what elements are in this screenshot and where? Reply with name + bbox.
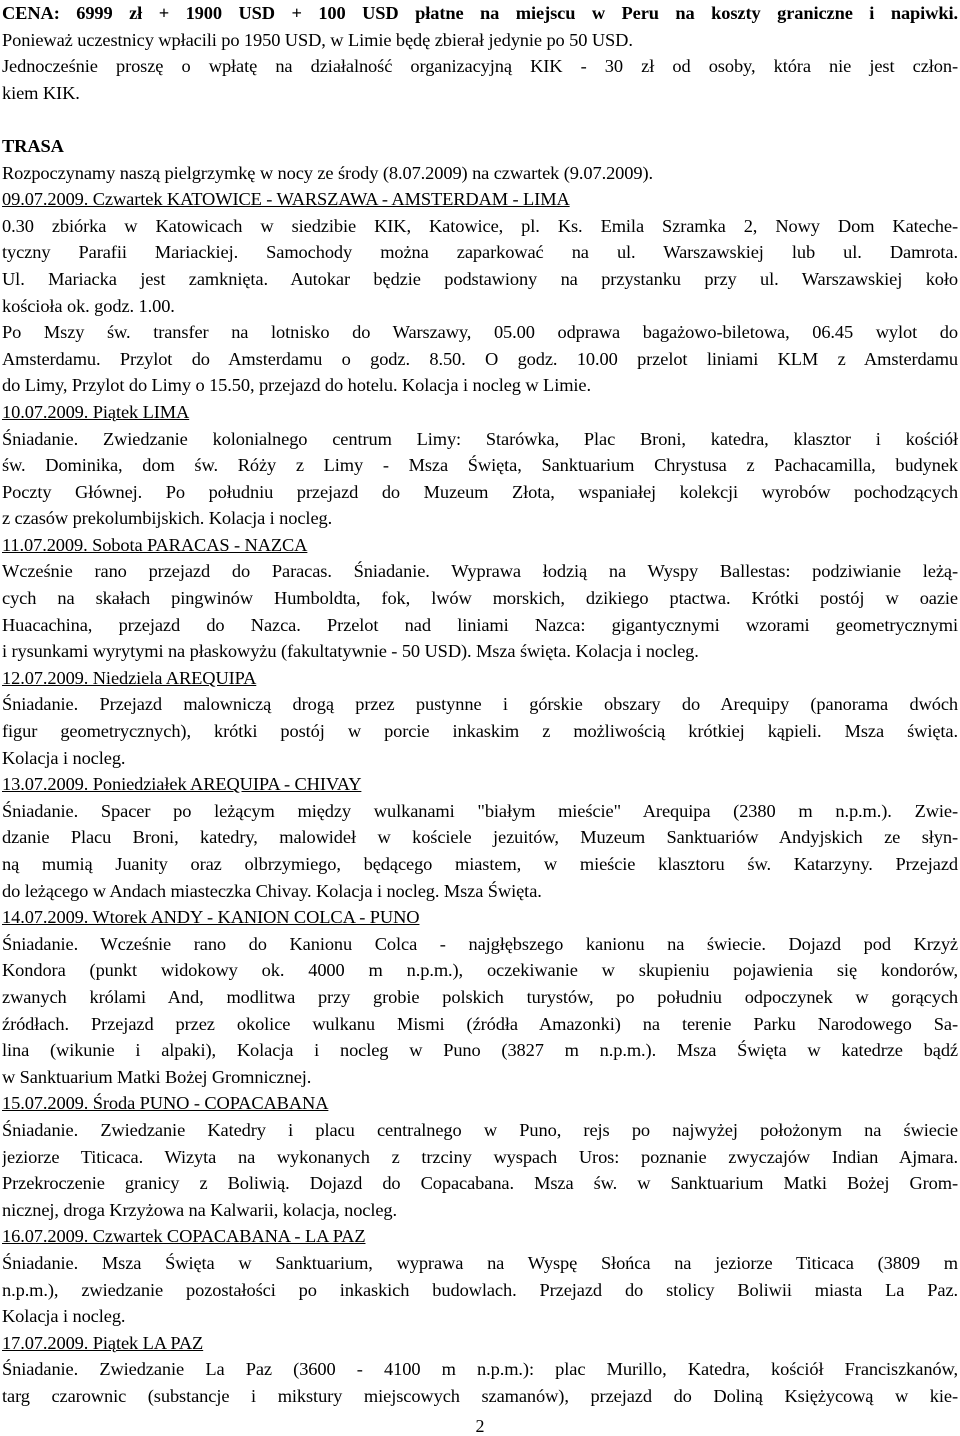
text-line: tyczny Parafii Mariackiej. Samochody można zaparkować na ul. Warszawskiej lub ul. Damrota. — [2, 242, 958, 263]
text-line: Kolacja i nocleg. — [2, 747, 126, 768]
text-line: Huacachina, przejazd do Nazca. Przelot nad liniami Nazca: gigantycznymi wzorami geometrycznymi — [2, 614, 958, 635]
text-line: Wcześnie rano przejazd do Paracas. Śniadanie. Wyprawa łodzią na Wyspy Ballestas: podziwianie leżą- — [2, 561, 958, 582]
text-line: 0.30 zbiórka w Katowicach w siedzibie KIK, Katowice, pl. Ks. Emila Szramka 2, Nowy Dom Kateche- — [2, 215, 958, 236]
bold-line: CENA: 6999 zł + 1900 USD + 100 USD płatne na miejscu w Peru na koszty graniczne i napiwki. — [2, 3, 958, 23]
text-line: Ponieważ uczestnicy wpłacili po 1950 USD, w Limie będę zbierał jedynie po 50 USD. — [2, 29, 633, 50]
text-line: Śniadanie. Msza Święta w Sanktuarium, wyprawa na Wyspę Słońca na jeziorze Titicaca (3809 m — [2, 1252, 958, 1273]
text-line: Śniadanie. Zwiedzanie Katedry i placu centralnego w Puno, rejs po najwyżej położonym na świecie — [2, 1119, 958, 1140]
day-heading: 16.07.2009. Czwartek COPACABANA - LA PAZ — [2, 1226, 366, 1247]
text-line: Przekroczenie granicy z Boliwią. Dojazd do Copacabana. Msza św. w Sanktuarium Matki Bożej Grom- — [2, 1173, 958, 1194]
text-line: n.p.m.), zwiedzanie pozostałości po inkaskich budowlach. Przejazd do stolicy Boliwii miasta La Paz. — [2, 1279, 958, 1300]
text-line: Amsterdamu. Przylot do Amsterdamu o godz. 8.50. O godz. 10.00 przelot liniami KLM z Amsterdamu — [2, 348, 958, 369]
page-number: 2 — [475, 1416, 485, 1436]
day-heading: 12.07.2009. Niedziela AREQUIPA — [2, 667, 257, 688]
text-line: źródłach. Przejazd przez okolice wulkanu Mismi (źródła Amazonki) na terenie Parku Narodowego Sa- — [2, 1013, 958, 1034]
text-line — [2, 106, 958, 133]
text-line: św. Dominika, dom św. Róży z Limy - Msza Święta, Sanktuarium Chrystusa z Pachacamilla, budynek — [2, 455, 958, 476]
day-heading: 11.07.2009. Sobota PARACAS - NAZCA — [2, 534, 308, 555]
text-line: Śniadanie. Zwiedzanie La Paz (3600 - 4100 m n.p.m.): plac Murillo, Katedra, kościół Franciszkanów, — [2, 1359, 958, 1380]
text-line: Jednocześnie proszę o wpłatę na działalność organizacyjną KIK - 30 zł od osoby, która nie jest człon- — [2, 56, 958, 77]
text-line: do Limy, Przylot do Limy o 15.50, przejazd do hotelu. Kolacja i nocleg w Limie. — [2, 375, 591, 396]
day-heading: 09.07.2009. Czwartek KATOWICE - WARSZAWA - AMSTERDAM - LIMA — [2, 189, 570, 210]
text-line: kiem KIK. — [2, 82, 80, 103]
text-line: dzanie Placu Broni, katedry, malowideł w kościele jezuitów, Muzeum Sanktuariów Andyjskich ze słyn- — [2, 827, 958, 848]
text-line: Śniadanie. Spacer po leżącym między wulkanami "białym mieście" Arequipa (2380 m n.p.m.). Zwie- — [2, 800, 958, 821]
text-line: zwanych królami And, modlitwa przy grobie polskich turystów, po południu odpoczynek w gorących — [2, 986, 958, 1007]
text-line: lina (wikunie i alpaki), Kolacja i nocleg w Puno (3827 m n.p.m.). Msza Święta w katedrze bądź — [2, 1040, 958, 1061]
text-line: Rozpoczynamy naszą pielgrzymkę w nocy ze środy (8.07.2009) na czwartek (9.07.2009). — [2, 162, 653, 183]
day-heading: 13.07.2009. Poniedziałek AREQUIPA - CHIVAY — [2, 774, 362, 795]
day-heading: 17.07.2009. Piątek LA PAZ — [2, 1332, 204, 1353]
text-line: z czasów prekolumbijskich. Kolacja i nocleg. — [2, 508, 333, 529]
document-body — [2, 0, 958, 1409]
day-heading: 14.07.2009. Wtorek ANDY - KANION COLCA - PUNO — [2, 907, 420, 928]
text-line: cych na skałach pingwinów Humboldta, fok, lwów morskich, dzikiego ptactwa. Krótki postój w oazie — [2, 588, 958, 609]
day-heading: 15.07.2009. Środa PUNO - COPACABANA — [2, 1093, 329, 1114]
text-line: Śniadanie. Wcześnie rano do Kanionu Colca - najgłębszego kanionu na świecie. Dojazd pod Krzyż — [2, 933, 958, 954]
text-line: Po Mszy św. transfer na lotnisko do Warszawy, 05.00 odprawa bagażowo-biletowa, 06.45 wylot do — [2, 322, 958, 343]
text-line: Poczty Głównej. Po południu przejazd do Muzeum Złota, wspaniałej kolekcji wyrobów pochodzących — [2, 481, 958, 502]
day-heading: 10.07.2009. Piątek LIMA — [2, 401, 190, 422]
text-line: Śniadanie. Zwiedzanie kolonialnego centrum Limy: Starówka, Plac Broni, katedra, klasztor i kościół — [2, 428, 958, 449]
text-line: Kondora (punkt widokowy ok. 4000 m n.p.m.), oczekiwanie w skupieniu pojawienia się kondorów, — [2, 960, 958, 981]
text-line: kościoła ok. godz. 1.00. — [2, 295, 175, 316]
text-line: figur geometrycznych), krótki postój w porcie inkaskim z możliwością krótkiej kąpieli. Msza święta. — [2, 721, 958, 742]
text-line: w Sanktuarium Matki Bożej Gromnicznej. — [2, 1066, 312, 1087]
text-line: i rysunkami wyrytymi na płaskowyżu (fakultatywnie - 50 USD). Msza święta. Kolacja i nocleg. — [2, 641, 699, 662]
text-line: Ul. Mariacka jest zamknięta. Autokar będzie podstawiony na przystanku przy ul. Warszawskiej koło — [2, 268, 958, 289]
text-line: do leżącego w Andach miasteczka Chivay. Kolacja i nocleg. Msza Święta. — [2, 880, 542, 901]
text-line: jeziorze Titicaca. Wizyta na wykonanych z trzciny wyspach Uros: poznanie zwyczajów Indian Ajmara. — [2, 1146, 958, 1167]
bold-line: TRASA — [2, 135, 64, 156]
text-line: ną mumią Juanity oraz olbrzymiego, będącego miastem, w mieście klasztoru św. Katarzyny. Przejazd — [2, 854, 958, 874]
text-line: Śniadanie. Przejazd malowniczą drogą przez pustynne i górskie obszary do Arequipy (panorama dwóch — [2, 694, 958, 715]
text-line: nicznej, droga Krzyżowa na Kalwarii, kolacja, nocleg. — [2, 1199, 398, 1220]
text-line: targ czarownic (substancje i mikstury miejscowych szamanów), przejazd do Doliną Księżycową w kie- — [2, 1385, 958, 1406]
text-line: Kolacja i nocleg. — [2, 1306, 126, 1327]
